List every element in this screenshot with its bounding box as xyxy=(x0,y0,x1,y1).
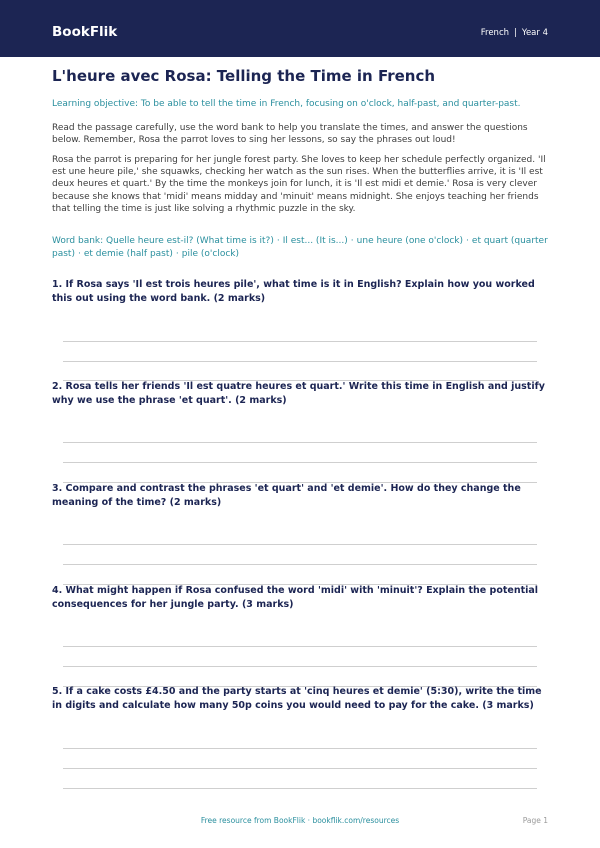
answer-line[interactable] xyxy=(63,361,537,362)
word-bank-label: Word bank: xyxy=(52,236,104,246)
word-bank-item: et quart (quarter past) xyxy=(52,236,548,259)
header-meta xyxy=(481,27,548,39)
answer-line[interactable] xyxy=(63,788,537,789)
question-4 xyxy=(52,584,552,611)
story-passage: Rosa the parrot is preparing for her jungle forest party. She loves to keep her schedule perfectly organized. 'Il est une heure pile,' she squawks, checking her watch as the sun rises. When the butterflies arrive, it is 'Il est deux heures et quart.' By the time the monkeys join for lunch, it is 'Il est midi et demie.' Rosa is very clever because she knows that 'midi' means midday and 'minuit' means midnight. She enjoys teaching her friends that telling the time is just like solving a rhythmic puzzle in the sky. xyxy=(52,155,546,214)
word-bank-separator: · xyxy=(77,248,81,259)
answer-line[interactable] xyxy=(63,646,537,647)
answer-line[interactable] xyxy=(63,544,537,545)
word-bank-separator: · xyxy=(175,248,179,259)
page-number: Page 1 xyxy=(522,816,548,825)
learning-objective: Learning objective: To be able to tell the time in French, focusing on o'clock, half-past, and quarter-past. xyxy=(52,99,521,109)
answer-line[interactable] xyxy=(63,442,537,443)
word-bank-item: et demie (half past) xyxy=(83,248,173,259)
subject-label: French xyxy=(480,28,510,38)
meta-separator: | xyxy=(514,28,517,38)
brand-logo[interactable]: BookFlik xyxy=(52,24,118,40)
question-2 xyxy=(52,380,552,407)
worksheet-title: L'heure avec Rosa: Telling the Time in French xyxy=(52,67,436,85)
question-text: 4. What might happen if Rosa confused the word 'midi' with 'minuit'? Explain the potential consequences for her jungle party. (3 marks) xyxy=(52,585,539,610)
word-bank xyxy=(52,235,550,260)
answer-line[interactable] xyxy=(63,564,537,565)
answer-line[interactable] xyxy=(63,768,537,769)
footer-credit[interactable]: Free resource from BookFlik · bookflik.com/resources xyxy=(200,816,400,825)
word-bank-separator: · xyxy=(276,236,280,246)
word-bank-item: une heure (one o'clock) xyxy=(356,236,464,246)
word-bank-item: pile (o'clock) xyxy=(181,248,240,259)
question-text: 2. Rosa tells her friends 'Il est quatre heures et quart.' Write this time in English and justify why we use the phrase 'et quart'. (2 marks) xyxy=(52,381,545,406)
answer-line[interactable] xyxy=(63,748,537,749)
word-bank-separator: · xyxy=(350,236,354,246)
question-text: 1. If Rosa says 'Il est trois heures pile', what time is it in English? Explain how you worked this out using the word bank. (2 marks) xyxy=(52,279,535,304)
word-bank-item: Quelle heure est-il? (What time is it?) xyxy=(106,236,274,246)
question-3 xyxy=(52,482,552,509)
word-bank-item: Il est... (It is...) xyxy=(282,236,348,246)
page-header xyxy=(0,0,600,57)
answer-line[interactable] xyxy=(63,341,537,342)
question-text: 3. Compare and contrast the phrases 'et quart' and 'et demie'. How do they change the meaning of the time? (2 marks) xyxy=(52,483,521,508)
question-1 xyxy=(52,278,552,305)
question-5 xyxy=(52,685,552,712)
instructions-paragraph: Read the passage carefully, use the word bank to help you translate the times, and answer the questions below. Remember, Rosa the parrot loves to sing her lessons, so say the phrases out loud! xyxy=(52,123,528,146)
answer-line[interactable] xyxy=(63,666,537,667)
question-text: 5. If a cake costs £4.50 and the party starts at 'cinq heures et demie' (5:30), write the time in digits and calculate how many 50p coins you would need to pay for the cake. (3 marks) xyxy=(52,686,542,711)
answer-line[interactable] xyxy=(63,462,537,463)
word-bank-separator: · xyxy=(466,236,469,246)
year-label: Year 4 xyxy=(521,28,548,38)
